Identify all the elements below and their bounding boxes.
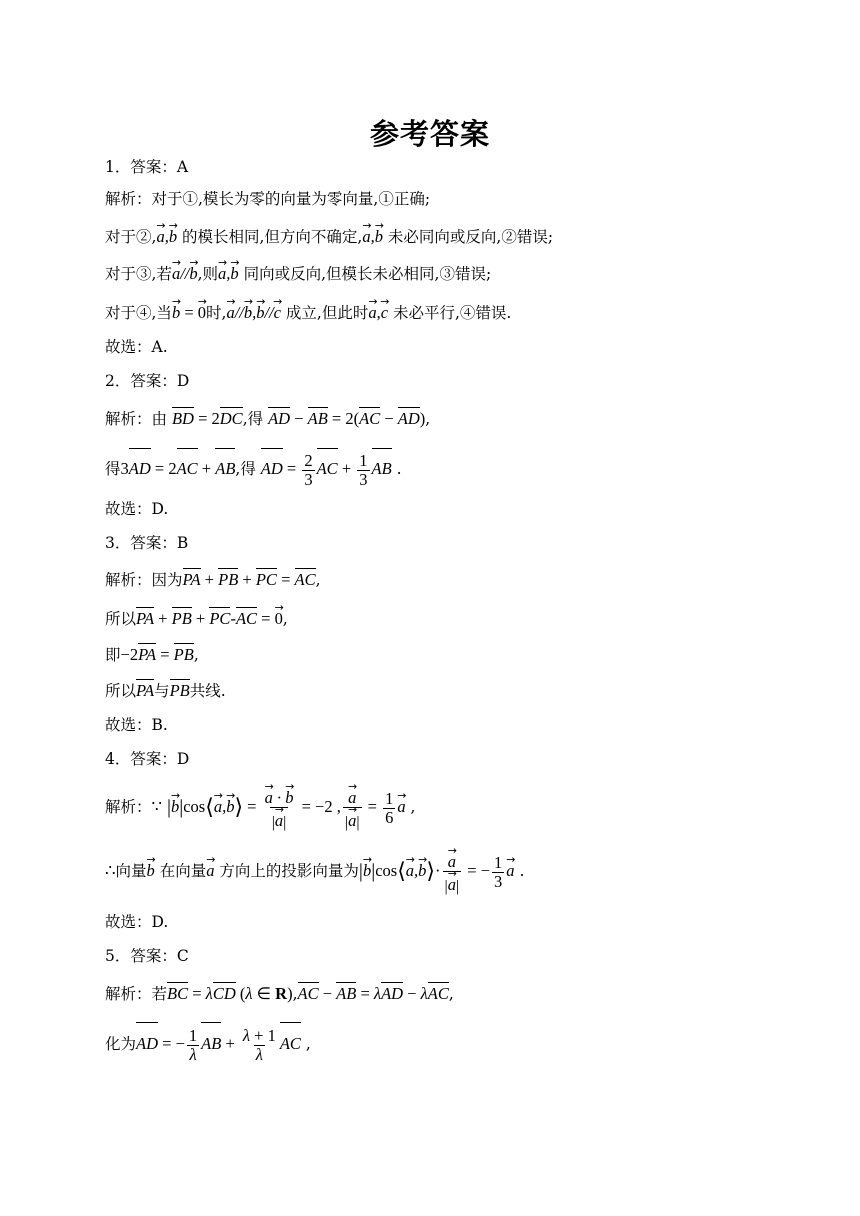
q1-analysis-line2: [105, 222, 553, 248]
vector-parallel-expr: → a//→ b: [172, 264, 198, 283]
q2-choice: 故选：D.: [105, 500, 169, 518]
q1-analysis-line4: [105, 298, 511, 324]
q3-analysis-line2: 所以 PA + PB + PC- AC = → 0,: [105, 604, 288, 630]
q3-l2-text-a: 所以: [105, 610, 137, 628]
q4-analysis-line2: ∴向量→ b 在向量→ a 方向上的投影向量为|→ b|cos⟨→ a,→ b⟩· → $\frac{a}{|\to a|}$ = − $\frac{1}{3}$ → a .: [105, 846, 524, 896]
q4-l2-text-b: 在向量: [159, 862, 207, 880]
vector-a-b: → a,→ b: [218, 264, 239, 283]
therefore-symbol: ∴: [105, 861, 116, 880]
q3-analysis-line1: 解析：因为 PA + PB + PC = AC,: [105, 570, 321, 589]
q2-analysis-line1: 解析：由 BD = 2 DC,得 AD − AB = 2( AC − AD),: [105, 409, 431, 428]
q2-l1-text-a: 解析：由: [105, 410, 168, 428]
formula-projection-scalar: |→ b|cos⟨→ a,→ b⟩ = → $\frac{a \cdot \to b}{|\to a|}$ = −2 , → $\frac{a}{|\to a|}$ = $\frac{1}{6}$ → a: [167, 797, 406, 816]
q4-l2-text-c: 方向上的投影向量为: [219, 862, 359, 880]
q3-l4-text-b: 与: [154, 682, 170, 700]
q5-analysis-line2: 化为 AD = − $\frac{1}{\lambda}$ AB + $\frac{\lambda + 1}{\lambda}$ AC ,: [105, 1020, 311, 1065]
q1-l2-text-c: 未必同向或反向,②错误;: [387, 228, 554, 246]
vector-a-c: → a,→ c: [368, 303, 388, 322]
q5-l2-text-a: 化为: [105, 1035, 137, 1053]
because-symbol: ∵: [151, 797, 163, 816]
q1-l3-text-c: 同向或反向,但模长未必相同,③错误;: [243, 265, 492, 283]
q1-l2-text-b: 的模长相同,但方向不确定,: [182, 228, 363, 246]
q3-analysis-line3: 即−2 PA = PB,: [105, 645, 199, 664]
q3-answer: 3．答案：B: [105, 534, 189, 552]
formula-ad-ab: AD − AB = 2( AC − AD): [268, 409, 426, 428]
q1-l4-text-b: 时,: [206, 304, 227, 322]
vector-a-b: → a,→ b: [362, 227, 383, 246]
q1-answer: 1．答案：A: [105, 158, 189, 176]
q1-l2-text-a: 对于②,: [105, 228, 157, 246]
formula-3ad: 3 AD = 2 AC + AB: [121, 459, 236, 478]
q4-choice: 故选：D.: [105, 913, 169, 931]
formula-pa-pb-pc: PA + PB + PC = AC: [182, 570, 316, 589]
q2-analysis-line2: 得3 AD = 2 AC + AB,得 AD = $\frac{2}{3}$ AC + $\frac{1}{3}$ AB .: [105, 446, 402, 489]
q2-l2-text-b: ,得: [235, 460, 256, 478]
vector-pb: PB: [169, 681, 190, 700]
q3-l1-text-a: 解析：因为: [105, 571, 183, 589]
q3-analysis-line4: [105, 677, 226, 702]
q1-analysis-line3: [105, 259, 491, 285]
formula-ad-lambda: AD = − $\frac{1}{\lambda}$ AB + $\frac{\lambda + 1}{\lambda}$ AC: [136, 1034, 301, 1053]
q2-l1-text-b: ,得: [242, 410, 264, 428]
vector-b: → b: [147, 861, 155, 880]
formula-projection-vector: |→ b|cos⟨→ a,→ b⟩· → $\frac{a}{|\to a|}$ = − $\frac{1}{3}$ → a: [359, 861, 515, 880]
q2-answer: 2．答案：D: [105, 372, 190, 390]
q4-l1-text-a: 解析：: [105, 798, 152, 816]
q4-answer: 4．答案：D: [105, 750, 190, 768]
q3-l4-text-a: 所以: [105, 682, 137, 700]
zero-vector-expr: → b = → 0: [172, 303, 206, 322]
q1-analysis-line1: 解析：对于①,模长为零的向量为零向量,①正确;: [105, 190, 431, 208]
vector-pa: PA: [136, 681, 155, 700]
q2-l2-text-a: 得: [105, 460, 121, 478]
q1-l3-text-a: 对于③,若: [105, 265, 172, 283]
q5-analysis-line1: 解析：若 BC = λ CD (λ ∈ R), AC − AB = λ AD − λ AC,: [105, 984, 454, 1003]
page-title: 参考答案: [369, 117, 490, 151]
q1-l4-text-c: 成立,但此时: [285, 304, 369, 322]
q3-choice: 故选：B.: [105, 716, 168, 734]
q5-answer: 5．答案：C: [105, 947, 189, 965]
vector-parallel-expr: → a//→ b,→ b//→ c: [226, 303, 281, 322]
vector-a-b: → a,→ b: [156, 227, 177, 246]
formula-ad-result: AD = $\frac{2}{3}$ AC + $\frac{1}{3}$ AB: [261, 459, 392, 478]
q5-l1-text-a: 解析：若: [105, 985, 168, 1003]
formula-sum-zero: PA + PB + PC- AC = → 0: [136, 609, 283, 628]
formula-pa-pb: −2 PA = PB: [120, 645, 194, 664]
q3-l3-text-a: 即: [105, 646, 121, 664]
vector-a: → a: [206, 861, 214, 880]
q4-l2-text-a: 向量: [115, 862, 147, 880]
q1-choice: 故选：A.: [105, 338, 168, 356]
formula-bd-2dc: BD = 2 DC: [171, 409, 243, 428]
q1-l4-text-a: 对于④,当: [105, 304, 172, 322]
q1-l4-text-d: 未必平行,④错误.: [393, 304, 512, 322]
q3-l4-text-c: 共线.: [189, 682, 226, 700]
q4-analysis-line1: 解析：∵ |→ b|cos⟨→ a,→ b⟩ = → $\frac{a \cdot \to b}{|\to a|}$ = −2 , → $\frac{a}{|\to a|}$ = $\frac{1}{6}$ → a ,: [105, 782, 415, 832]
formula-ac-ab: AC − AB = λ AD − λ AC: [297, 984, 449, 1003]
formula-bc-lambda-cd: BC = λ CD (λ ∈ R): [167, 984, 293, 1003]
q1-l3-text-b: ,则: [197, 265, 219, 283]
